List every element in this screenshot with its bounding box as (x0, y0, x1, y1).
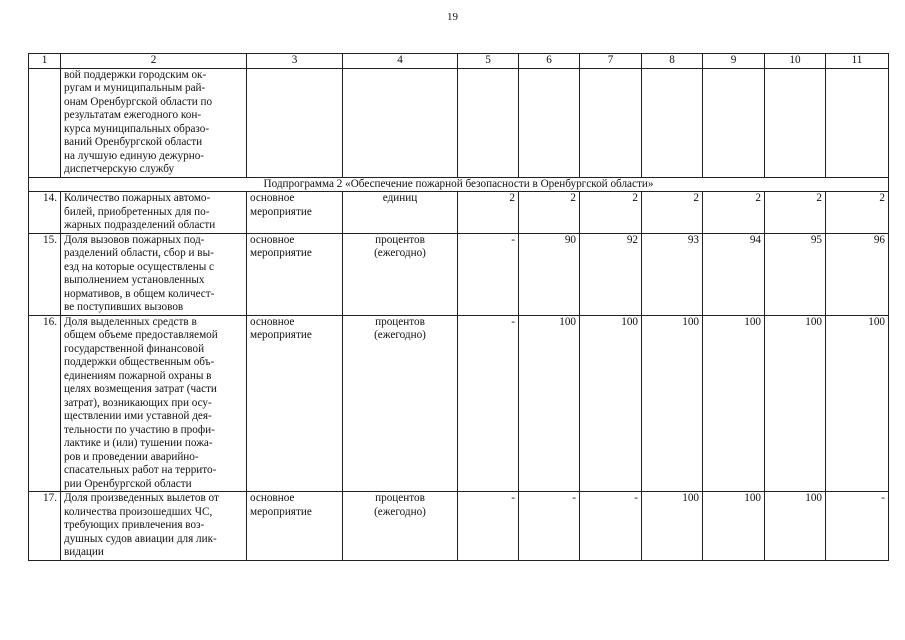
column-number-header (29, 54, 889, 69)
measure-type (247, 233, 343, 315)
empty-cell (765, 68, 826, 177)
subprogram-row (29, 177, 889, 192)
text-line: езд на которые осуществлены с (64, 260, 215, 273)
value-cell: 2 (703, 192, 765, 234)
value-cell: 100 (642, 492, 703, 561)
value-cell: - (519, 492, 580, 561)
text-line: затрат), возникающих при осу- (64, 396, 212, 409)
header-cell: 4 (343, 54, 458, 69)
header-cell: 11 (826, 54, 889, 69)
indicator-name (61, 492, 247, 561)
value-cell: 2 (519, 192, 580, 234)
text-line: основное (250, 315, 295, 328)
header-cell: 3 (247, 54, 343, 69)
header-cell: 6 (519, 54, 580, 69)
empty-cell (458, 68, 519, 177)
text-line: жарных подразделений области (64, 219, 216, 231)
empty-cell (343, 68, 458, 177)
text-line: диспетчерскую службу (64, 163, 175, 175)
value-cell: 95 (765, 233, 826, 315)
empty-cell (703, 68, 765, 177)
unit-of-measure (343, 492, 458, 561)
row-number: 14. (29, 192, 61, 234)
indicator-row (29, 315, 889, 492)
text-line: разделений области, сбор и вы- (64, 247, 214, 259)
unit-of-measure (343, 315, 458, 492)
text-line: процентов (375, 315, 425, 328)
text-line: ве поступивших вызовов (64, 301, 184, 313)
text-line: ществлении ими уставной дея- (64, 410, 212, 422)
header-cell: 10 (765, 54, 826, 69)
indicator-row (29, 192, 889, 234)
text-line: ваний Оренбургской области (64, 136, 203, 148)
indicator-name (61, 315, 247, 492)
value-cell: - (826, 492, 889, 561)
text-line: процентов (375, 233, 425, 246)
value-cell: - (458, 492, 519, 561)
text-line: (ежегодно) (374, 247, 426, 259)
indicator-row (29, 233, 889, 315)
text-line: Доля вызовов пожарных под- (64, 233, 205, 246)
value-cell: 100 (580, 315, 642, 492)
text-line: результатам ежегодного кон- (64, 109, 202, 121)
page-number: 19 (447, 11, 458, 23)
empty-cell (519, 68, 580, 177)
header-cell: 1 (29, 54, 61, 69)
text-line: мероприятие (250, 205, 312, 218)
indicators-table (28, 53, 889, 561)
indicator-row (29, 492, 889, 561)
value-cell: 2 (826, 192, 889, 234)
subprogram-title: Подпрограмма 2 «Обеспечение пожарной безопасности в Оренбургской области» (29, 177, 889, 192)
text-line: единениям пожарной охраны в (64, 369, 212, 382)
text-line: на лучшую единую дежурно- (64, 149, 205, 162)
value-cell: 2 (642, 192, 703, 234)
value-cell: 100 (642, 315, 703, 492)
text-line: душных судов авиации для лик- (64, 532, 217, 545)
row-number: 17. (29, 492, 61, 561)
continuation-row (29, 68, 889, 177)
empty-cell (580, 68, 642, 177)
value-cell: 92 (580, 233, 642, 315)
value-cell: 100 (765, 315, 826, 492)
row-number: 16. (29, 315, 61, 492)
value-cell: 2 (580, 192, 642, 234)
text-line: Доля выделенных средств в (64, 315, 197, 328)
value-cell: 100 (703, 492, 765, 561)
row-number: 15. (29, 233, 61, 315)
text-line: мероприятие (250, 329, 312, 341)
text-line: выполнением установленных (64, 274, 205, 286)
text-line: целях возмещения затрат (части (64, 383, 217, 395)
header-cell: 7 (580, 54, 642, 69)
text-line: количества произошедших ЧС, (64, 505, 213, 518)
text-line: онам Оренбургской области по (64, 95, 213, 108)
text-line: (ежегодно) (374, 329, 426, 341)
text-line: единиц (382, 192, 418, 204)
value-cell: - (458, 315, 519, 492)
text-line: мероприятие (250, 505, 312, 518)
header-cell: 2 (61, 54, 247, 69)
continuation-num-cell (29, 68, 61, 177)
value-cell: 100 (519, 315, 580, 492)
unit-of-measure (343, 233, 458, 315)
text-line: видации (64, 546, 104, 558)
text-line: лактике и (или) тушении пожа- (64, 437, 213, 449)
indicator-name (61, 192, 247, 234)
text-line: спасательных работ на террито- (64, 464, 217, 476)
value-cell: 94 (703, 233, 765, 315)
text-line: рии Оренбургской области (64, 477, 192, 490)
value-cell: 93 (642, 233, 703, 315)
text-line: (ежегодно) (374, 505, 426, 518)
text-line: билей, приобретенных для по- (64, 205, 210, 218)
measure-type (247, 192, 343, 234)
text-line: Доля произведенных вылетов от (64, 492, 219, 504)
empty-cell (826, 68, 889, 177)
text-line: основное (250, 492, 295, 504)
value-cell: 2 (765, 192, 826, 234)
text-line: Количество пожарных автомо- (64, 192, 211, 204)
text-line: общем объеме предоставляемой (64, 329, 218, 341)
text-line: ров и проведении аварийно- (64, 450, 199, 463)
unit-of-measure (343, 192, 458, 234)
text-line: вой поддержки городским ок- (64, 68, 207, 81)
text-line: мероприятие (250, 247, 312, 259)
value-cell: 100 (703, 315, 765, 492)
header-cell: 9 (703, 54, 765, 69)
text-line: курса муниципальных образо- (64, 122, 210, 135)
text-line: поддержки общественным объ- (64, 356, 215, 368)
header-cell: 5 (458, 54, 519, 69)
value-cell: 100 (826, 315, 889, 492)
empty-cell (247, 68, 343, 177)
text-line: процентов (375, 492, 425, 504)
value-cell: 100 (765, 492, 826, 561)
value-cell: - (458, 233, 519, 315)
text-line: нормативов, в общем количест- (64, 287, 215, 300)
text-line: ругам и муниципальным рай- (64, 82, 206, 94)
value-cell: 90 (519, 233, 580, 315)
text-line: государственной финансовой (64, 342, 205, 355)
value-cell: 2 (458, 192, 519, 234)
continuation-text-cell (61, 68, 247, 177)
measure-type (247, 492, 343, 561)
text-line: требующих привлечения воз- (64, 519, 205, 531)
header-cell: 8 (642, 54, 703, 69)
value-cell: 96 (826, 233, 889, 315)
measure-type (247, 315, 343, 492)
value-cell: - (580, 492, 642, 561)
text-line: основное (250, 233, 295, 246)
text-line: основное (250, 192, 295, 204)
empty-cell (642, 68, 703, 177)
indicator-name (61, 233, 247, 315)
text-line: тельности по участию в профи- (64, 423, 215, 436)
